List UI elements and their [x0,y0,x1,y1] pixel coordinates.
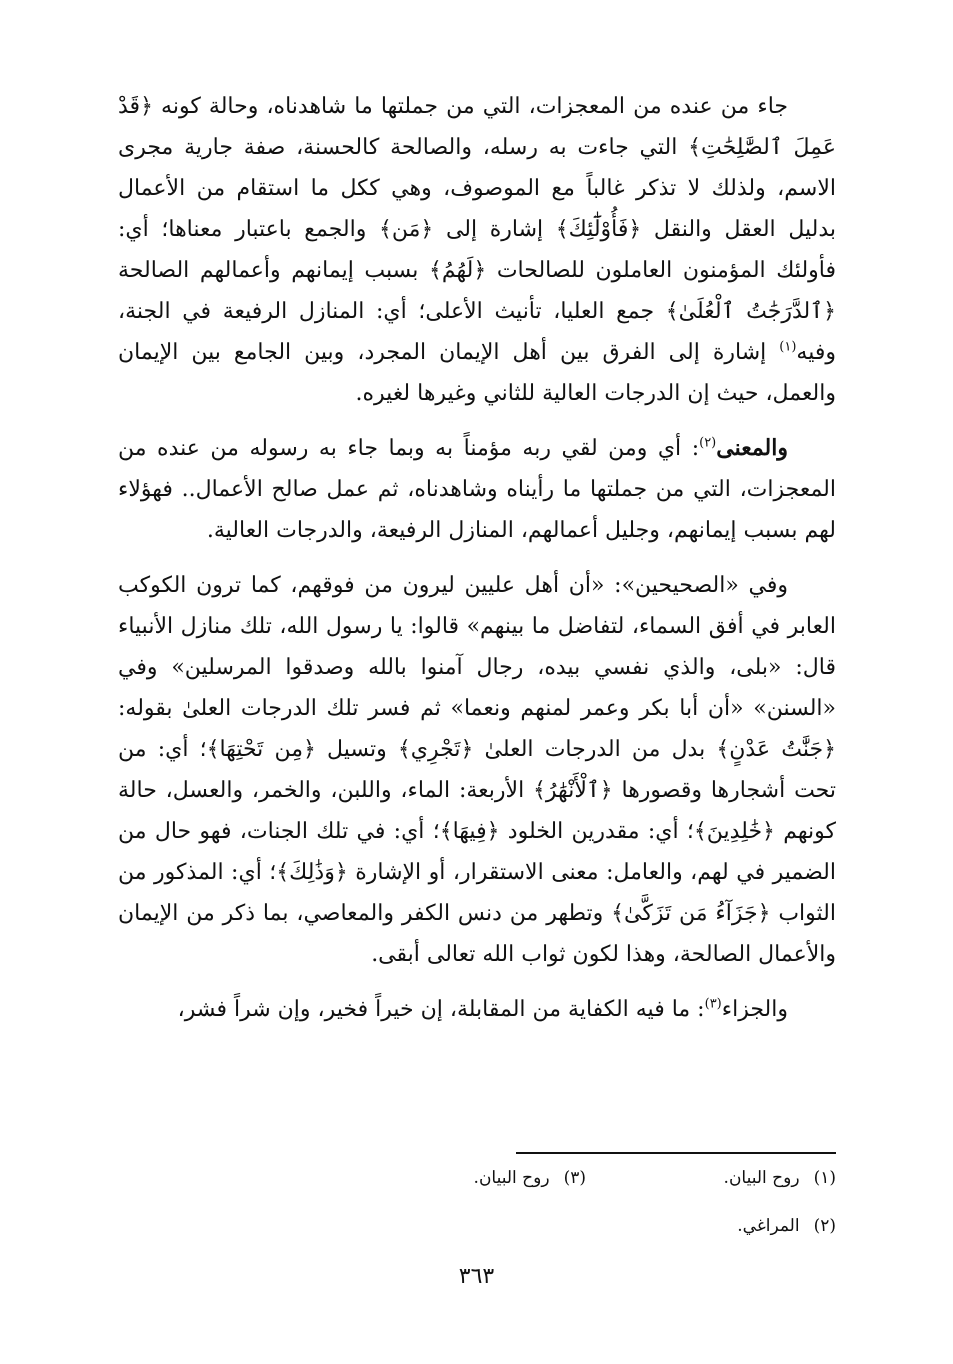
paragraph-4 [118,989,836,1030]
page-body [118,86,836,1030]
paragraph-2-lead: والمعنى [716,435,788,461]
footnote-item [474,1164,586,1192]
footnote-number: (٣) [563,1168,586,1188]
footnote-text: روح البيان. [723,1168,800,1188]
paragraph-1 [118,86,836,414]
footnote-text: المراغي. [737,1216,800,1236]
footnote-ref-1: (١) [779,339,797,355]
footnote-row [118,1164,836,1192]
footnote-ref-2: (٢) [699,435,717,451]
paragraph-4-lead: والجزاء [721,997,788,1022]
paragraph-4-text: : ما فيه الكفاية من المقابلة، إن خيراً فخير، وإن شراً فشر، [177,997,705,1022]
paragraph-2-text: : أي ومن لقي ربه مؤمناً به وبما جاء به رسوله من عنده من المعجزات، التي من جملتها ما رأيناه وشاهدناه، ثم عمل صالح الأعمال.. فهؤلاء لهم بسبب إيمانهم، وجليل أعمالهم، المنازل الرفيعة، والدرجات العالية. [118,436,836,543]
paragraph-1-text-after: إشارة إلى الفرق بين أهل الإيمان المجرد، وبين الجامع بين الإيمان والعمل، حيث إن الدرجات العالية للثاني وغيرها لغيره. [118,340,836,406]
footnote-item [724,1164,836,1192]
footnote-number: (١) [813,1168,836,1188]
footnote-divider [516,1152,836,1154]
paragraph-1-text: جاء من عنده من المعجزات، التي من جملتها ما شاهدناه، وحالة كونه ﴿قَدْ عَمِلَ ٱلصَّٰلِحَٰتِ﴾ التي جاءت به رسله، والصالحة كالحسنة، صفة جارية مجرى الاسم، ولذلك لا تذكر غالباً مع الموصوف، وهي ككل ما استقام من الأعمال بدليل العقل والنقل ﴿فَأُوْلَٰٓئِكَ﴾ إشارة إلى ﴿مَن﴾ والجمع باعتبار معناها؛ أي: فأولئك المؤمنون العاملون للصالحات ﴿لَهُمُ﴾ بسبب إيمانهم وأعمالهم الصالحة ﴿ٱلدَّرَجَٰتُ ٱلْعُلَىٰ﴾ جمع العليا، تأنيث الأعلى؛ أي: المنازل الرفيعة في الجنة، وفيه [118,94,836,365]
footnote-row [118,1212,836,1240]
footnote-ref-3: (٣) [704,996,722,1012]
footnote-text: روح البيان. [473,1168,550,1188]
paragraph-2 [118,428,836,551]
page-number: ٣٦٣ [458,1264,495,1289]
footnote-item [737,1212,836,1240]
footnote-number: (٢) [813,1216,836,1236]
paragraph-3 [118,565,836,975]
paragraph-3-text: وفي «الصحيحين»: «أن أهل عليين ليرون من فوقهم، كما ترون الكوكب العابر في أفق السماء، لتفاضل ما بينهم» قالوا: يا رسول الله، تلك منازل الأنبياء قال: «بلى، والذي نفسي بيده، رجال آمنوا بالله وصدقوا المرسلين» وفي «السنن» «أن أبا بكر وعمر لمنهم ونعما» ثم فسر تلك الدرجات العلىٰ بقوله: ﴿جَنَّٰتُ عَدْنٍ﴾ بدل من الدرجات العلىٰ ﴿تَجْرِي﴾ وتسيل ﴿مِن تَحْتِهَا﴾؛ أي: من تحت أشجارها وقصورها ﴿ٱلْأَنْهَٰرُ﴾ الأربعة: الماء، واللبن، والخمر، والعسل، حالة كونهم ﴿خَٰلِدِينَ﴾؛ أي: مقدرين الخلود ﴿فِيهَا﴾؛ أي: في تلك الجنات، فهو حال من الضمير في لهم، والعامل: معنى الاستقرار، أو الإشارة ﴿وَذَٰلِكَ﴾؛ أي: المذكور من الثواب ﴿جَزَآءُ مَن تَزَكَّىٰ﴾ وتطهر من دنس الكفر والمعاصي، بما ذكر من الإيمان والأعمال الصالحة، وهذا لكون ثواب الله تعالى أبقى. [118,573,836,967]
